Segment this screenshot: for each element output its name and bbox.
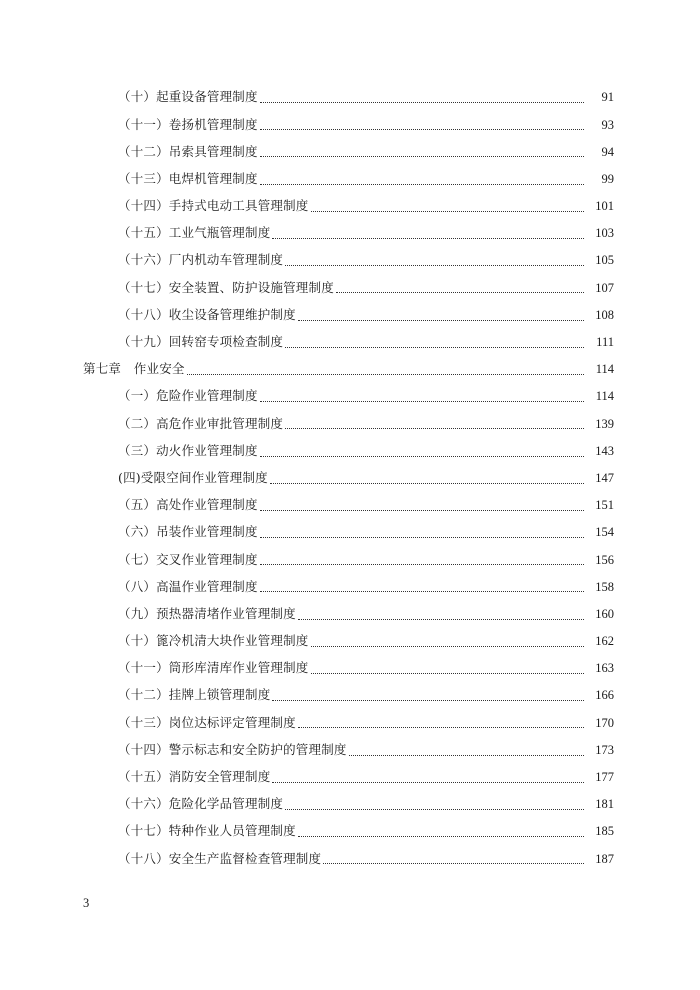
dot-leader bbox=[260, 128, 584, 130]
toc-entry[interactable] bbox=[0, 546, 700, 573]
toc-entry-page-number: 108 bbox=[595, 307, 614, 322]
toc-entry[interactable] bbox=[0, 492, 700, 519]
dot-leader bbox=[298, 319, 584, 321]
toc-entry-page-number: 162 bbox=[595, 634, 614, 649]
toc-entry-page-number: 173 bbox=[595, 742, 614, 757]
toc-entry-title: （十四）手持式电动工具管理制度 bbox=[118, 198, 309, 214]
dot-leader bbox=[298, 835, 584, 837]
toc-entry-title: （六）吊装作业管理制度 bbox=[118, 524, 258, 540]
toc-entry-title: （二）高危作业审批管理制度 bbox=[118, 415, 284, 431]
toc-entry-page-number: 160 bbox=[595, 606, 614, 621]
toc-entry-title: （五）高处作业管理制度 bbox=[118, 497, 258, 513]
dot-leader bbox=[285, 808, 584, 810]
toc-entry[interactable] bbox=[0, 111, 700, 138]
toc-entry-title: （十七）安全装置、防护设施管理制度 bbox=[118, 279, 334, 295]
toc-entry[interactable] bbox=[0, 845, 700, 872]
toc-entry-title: （七）交叉作业管理制度 bbox=[118, 551, 258, 567]
toc-entry-page-number: 143 bbox=[595, 443, 614, 458]
dot-leader bbox=[285, 346, 584, 348]
toc-entry[interactable] bbox=[0, 818, 700, 845]
dot-leader bbox=[311, 645, 584, 647]
toc-entry-title: （十七）特种作业人员管理制度 bbox=[118, 823, 296, 839]
toc-chapter-entry[interactable] bbox=[0, 356, 700, 383]
toc-entry-page-number: 158 bbox=[595, 579, 614, 594]
toc-entry-title: （十九）回转窑专项检查制度 bbox=[118, 334, 284, 350]
dot-leader bbox=[272, 781, 584, 783]
toc-entry-page-number: 187 bbox=[595, 851, 614, 866]
toc-entry[interactable] bbox=[0, 383, 700, 410]
dot-leader bbox=[311, 672, 584, 674]
toc-entry-title: （十一）卷扬机管理制度 bbox=[118, 116, 258, 132]
toc-entry[interactable] bbox=[0, 764, 700, 791]
toc-entry[interactable] bbox=[0, 247, 700, 274]
toc-entry-page-number: 147 bbox=[595, 470, 614, 485]
toc-entry-page-number: 163 bbox=[595, 661, 614, 676]
toc-entry-page-number: 185 bbox=[595, 824, 614, 839]
dot-leader bbox=[336, 291, 584, 293]
toc-entry-page-number: 156 bbox=[595, 552, 614, 567]
toc-entry[interactable] bbox=[0, 709, 700, 736]
toc-entry-page-number: 181 bbox=[595, 797, 614, 812]
toc-entry-page-number: 139 bbox=[595, 416, 614, 431]
toc-entry-title: (四)受限空间作业管理制度 bbox=[118, 469, 268, 485]
toc-entry-page-number: 111 bbox=[596, 335, 614, 350]
toc-entry-page-number: 103 bbox=[595, 226, 614, 241]
toc-entry-title: （十六）厂内机动车管理制度 bbox=[118, 252, 284, 268]
toc-entry[interactable] bbox=[0, 628, 700, 655]
toc-entry[interactable] bbox=[0, 220, 700, 247]
toc-entry-title: （八）高温作业管理制度 bbox=[118, 578, 258, 594]
dot-leader bbox=[285, 264, 584, 266]
toc-entry[interactable] bbox=[0, 737, 700, 764]
dot-leader bbox=[260, 563, 584, 565]
toc-entry[interactable] bbox=[0, 410, 700, 437]
toc-entry[interactable] bbox=[0, 84, 700, 111]
dot-leader bbox=[298, 726, 584, 728]
toc-entry-page-number: 99 bbox=[601, 171, 614, 186]
dot-leader bbox=[260, 509, 584, 511]
toc-entry[interactable] bbox=[0, 302, 700, 329]
dot-leader bbox=[260, 590, 584, 592]
toc-entry[interactable] bbox=[0, 682, 700, 709]
toc-entry[interactable] bbox=[0, 437, 700, 464]
toc-entry[interactable] bbox=[0, 519, 700, 546]
toc-entry-page-number: 170 bbox=[595, 715, 614, 730]
toc-entry-title: （十八）收尘设备管理维护制度 bbox=[118, 306, 296, 322]
dot-leader bbox=[260, 455, 584, 457]
toc-entry[interactable] bbox=[0, 465, 700, 492]
toc-entry-page-number: 93 bbox=[601, 117, 614, 132]
toc-entry-page-number: 94 bbox=[601, 144, 614, 159]
toc-entry-title: （一）危险作业管理制度 bbox=[118, 388, 258, 404]
dot-leader bbox=[323, 862, 584, 864]
toc-entry-page-number: 154 bbox=[595, 525, 614, 540]
table-of-contents bbox=[0, 84, 700, 872]
toc-entry[interactable] bbox=[0, 274, 700, 301]
toc-entry[interactable] bbox=[0, 166, 700, 193]
toc-entry-title: （十八）安全生产监督检查管理制度 bbox=[118, 850, 322, 866]
dot-leader bbox=[260, 183, 584, 185]
dot-leader bbox=[260, 101, 584, 103]
toc-entry-page-number: 105 bbox=[595, 253, 614, 268]
dot-leader bbox=[285, 427, 584, 429]
toc-entry-title: （十四）警示标志和安全防护的管理制度 bbox=[118, 741, 347, 757]
toc-entry[interactable] bbox=[0, 791, 700, 818]
toc-entry-title: 第七章 作业安全 bbox=[83, 361, 185, 377]
toc-entry[interactable] bbox=[0, 655, 700, 682]
toc-entry-title: （十五）消防安全管理制度 bbox=[118, 769, 271, 785]
toc-entry-title: （九）预热器清堵作业管理制度 bbox=[118, 605, 296, 621]
toc-entry-page-number: 177 bbox=[595, 770, 614, 785]
toc-entry[interactable] bbox=[0, 329, 700, 356]
toc-entry-page-number: 166 bbox=[595, 688, 614, 703]
toc-entry-title: （十）起重设备管理制度 bbox=[118, 89, 258, 105]
toc-entry-page-number: 114 bbox=[595, 389, 614, 404]
dot-leader bbox=[260, 400, 584, 402]
toc-entry-title: （三）动火作业管理制度 bbox=[118, 442, 258, 458]
dot-leader bbox=[272, 699, 584, 701]
dot-leader bbox=[311, 210, 584, 212]
toc-entry-title: （十二）吊索具管理制度 bbox=[118, 143, 258, 159]
dot-leader bbox=[260, 536, 584, 538]
dot-leader bbox=[349, 754, 584, 756]
toc-entry[interactable] bbox=[0, 573, 700, 600]
toc-entry-title: （十三）电焊机管理制度 bbox=[118, 170, 258, 186]
toc-entry[interactable] bbox=[0, 601, 700, 628]
toc-entry-title: （十）篦冷机清大块作业管理制度 bbox=[118, 633, 309, 649]
toc-entry-title: （十六）危险化学品管理制度 bbox=[118, 796, 284, 812]
toc-entry-page-number: 151 bbox=[595, 498, 614, 513]
toc-entry-page-number: 107 bbox=[595, 280, 614, 295]
toc-entry-title: （十三）岗位达标评定管理制度 bbox=[118, 714, 296, 730]
dot-leader bbox=[260, 155, 584, 157]
toc-entry-page-number: 114 bbox=[595, 362, 614, 377]
dot-leader bbox=[187, 373, 584, 375]
toc-entry-page-number: 91 bbox=[601, 90, 614, 105]
toc-entry-title: （十二）挂牌上锁管理制度 bbox=[118, 687, 271, 703]
dot-leader bbox=[298, 618, 584, 620]
toc-entry-page-number: 101 bbox=[595, 199, 614, 214]
toc-entry-title: （十一）筒形库清库作业管理制度 bbox=[118, 660, 309, 676]
toc-entry-title: （十五）工业气瓶管理制度 bbox=[118, 225, 271, 241]
dot-leader bbox=[272, 237, 584, 239]
toc-entry[interactable] bbox=[0, 193, 700, 220]
dot-leader bbox=[270, 482, 584, 484]
toc-entry[interactable] bbox=[0, 138, 700, 165]
page-number: 3 bbox=[83, 896, 90, 910]
